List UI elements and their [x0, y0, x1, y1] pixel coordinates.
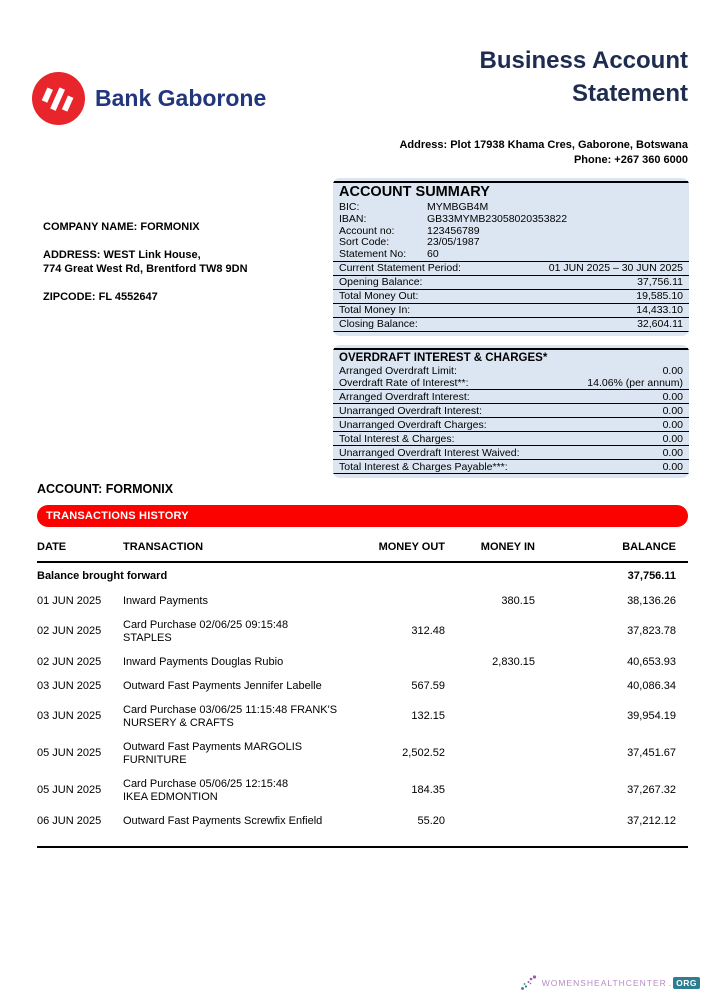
account-summary-title: ACCOUNT SUMMARY: [339, 184, 490, 200]
summary-lined-rows: [333, 261, 689, 332]
summary-lined-label: Closing Balance:: [339, 318, 418, 331]
company-info-block: [43, 220, 248, 304]
tx-balance: 37,823.78: [627, 625, 676, 637]
overdraft-lined-label: Unarranged Overdraft Interest Waived:: [339, 446, 520, 459]
overdraft-lined-label: Total Interest & Charges:: [339, 432, 455, 445]
overdraft-lined-row: [333, 389, 689, 403]
balance-brought-forward-row: [37, 563, 688, 589]
summary-info-value: MYMBGB4M: [427, 201, 489, 213]
overdraft-lined-row: [333, 403, 689, 417]
summary-lined-label: Opening Balance:: [339, 276, 423, 289]
account-heading: ACCOUNT: FORMONIX: [37, 482, 174, 496]
overdraft-lined-value: 0.00: [662, 390, 683, 403]
transaction-row: [37, 735, 688, 772]
bank-contact-block: [399, 138, 688, 168]
tx-balance: 40,086.34: [627, 679, 676, 692]
tx-desc-line2: IKEA EDMONTION: [123, 790, 218, 803]
watermark-dots-icon: [520, 974, 540, 992]
summary-lined-row: [333, 261, 689, 275]
tx-description: [123, 595, 363, 608]
tx-description: [123, 815, 363, 828]
summary-info-label: BIC:: [339, 201, 360, 213]
summary-lined-row: [333, 317, 689, 332]
summary-lined-value: 19,585.10: [636, 290, 683, 303]
tx-description: [123, 741, 363, 767]
bank-phone: Phone: +267 360 6000: [573, 154, 688, 166]
transactions-history-banner: TRANSACTIONS HISTORY: [37, 505, 688, 527]
transaction-row: [37, 698, 688, 735]
summary-info-value: 60: [427, 248, 439, 261]
col-header-date: DATE: [37, 541, 67, 553]
tx-description: [123, 704, 363, 730]
overdraft-lined-value: 0.00: [662, 404, 683, 417]
overdraft-lined-label: Unarranged Overdraft Charges:: [339, 418, 487, 431]
tx-desc-line1: Card Purchase 03/06/25 11:15:48 FRANK'S: [123, 703, 338, 716]
overdraft-plain-label: Arranged Overdraft Limit:: [339, 365, 457, 377]
opening-row-label: Balance brought forward: [37, 570, 168, 582]
overdraft-lined-value: 0.00: [662, 418, 683, 431]
overdraft-lined-row: [333, 431, 689, 445]
bank-address: Address: Plot 17938 Khama Cres, Gaborone, Botswana: [399, 139, 688, 151]
summary-lined-value: 14,433.10: [636, 304, 683, 317]
summary-lined-row: [333, 275, 689, 289]
watermark-text: WOMENSHEALTHCENTER: [541, 978, 667, 988]
summary-info-rows: [333, 202, 689, 261]
summary-info-label: Sort Code:: [339, 236, 390, 249]
tx-balance: 40,653.93: [627, 655, 676, 668]
opening-row-balance: 37,756.11: [627, 570, 676, 582]
overdraft-lined-row: [333, 417, 689, 431]
overdraft-panel: [333, 345, 689, 478]
company-address-line1: ADDRESS: WEST Link House,: [43, 249, 201, 261]
table-bottom-rule: [37, 846, 688, 848]
transaction-row: [37, 589, 688, 613]
tx-description: [123, 619, 363, 645]
tx-balance: 39,954.19: [627, 710, 676, 722]
watermark-org-badge: ORG: [673, 977, 700, 989]
summary-lined-row: [333, 303, 689, 317]
overdraft-lined-rows: [333, 389, 689, 474]
company-zipcode: ZIPCODE: FL 4552647: [43, 291, 158, 303]
overdraft-plain-rows: [333, 365, 689, 389]
tx-date: 02 JUN 2025: [37, 655, 102, 668]
company-name: COMPANY NAME: FORMONIX: [43, 221, 200, 233]
tx-balance: 37,267.32: [627, 784, 676, 796]
spacer: [43, 276, 248, 290]
summary-lined-value: 32,604.11: [637, 318, 683, 331]
summary-info-label: Account no:: [339, 224, 395, 237]
overdraft-plain-row: [333, 365, 689, 377]
transaction-row: [37, 674, 688, 698]
tx-description: [123, 656, 363, 669]
tx-desc-line1: Outward Fast Payments MARGOLIS: [123, 740, 303, 753]
tx-date: 05 JUN 2025: [37, 784, 102, 796]
overdraft-lined-value: 0.00: [662, 460, 683, 473]
tx-balance: 38,136.26: [627, 594, 676, 607]
col-header-balance: BALANCE: [622, 541, 676, 553]
summary-lined-label: Total Money Out:: [339, 290, 419, 303]
tx-desc-line1: Card Purchase 02/06/25 09:15:48: [123, 618, 289, 631]
overdraft-lined-value: 0.00: [662, 432, 683, 445]
tx-desc-line1: Inward Payments: [123, 594, 208, 607]
overdraft-lined-value: 0.00: [662, 446, 683, 459]
transaction-row: [37, 772, 688, 809]
watermark: [520, 974, 700, 992]
tx-date: 05 JUN 2025: [37, 747, 102, 759]
bank-gaborone-mark-icon: [30, 70, 87, 127]
overdraft-lined-label: Unarranged Overdraft Interest:: [339, 404, 482, 417]
summary-info-row: [333, 249, 689, 261]
tx-money-out: 55.20: [417, 814, 445, 827]
watermark-dot: .: [668, 978, 672, 988]
tx-description: [123, 680, 363, 693]
page-title: [480, 44, 689, 110]
tx-desc-line2: STAPLES: [123, 631, 172, 644]
bank-logo: [30, 70, 266, 127]
summary-info-value: 23/05/1987: [427, 236, 480, 249]
summary-info-value: GB33MYMB23058020353822: [427, 212, 568, 225]
tx-money-out: 567.59: [411, 679, 445, 692]
tx-desc-line1: Outward Fast Payments Screwfix Enfield: [123, 814, 323, 827]
summary-info-label: Statement No:: [339, 248, 407, 261]
page-title-line1: Business Account: [479, 47, 688, 74]
tx-desc-line2: FURNITURE: [123, 753, 187, 766]
overdraft-lined-label: Arranged Overdraft Interest:: [339, 390, 470, 403]
tx-money-in: 380.15: [501, 594, 535, 607]
transaction-row: [37, 613, 688, 650]
overdraft-lined-row: [333, 459, 689, 474]
tx-desc-line2: NURSERY & CRAFTS: [123, 716, 234, 729]
tx-desc-line1: Outward Fast Payments Jennifer Labelle: [123, 679, 322, 692]
tx-balance: 37,212.12: [627, 814, 676, 827]
tx-money-out: 184.35: [411, 784, 445, 796]
transaction-row: [37, 650, 688, 674]
summary-lined-value: 01 JUN 2025 – 30 JUN 2025: [548, 262, 683, 275]
tx-money-out: 312.48: [411, 625, 445, 637]
tx-desc-line1: Card Purchase 05/06/25 12:15:48: [123, 777, 289, 790]
overdraft-plain-value: 14.06% (per annum): [587, 377, 683, 390]
tx-date: 01 JUN 2025: [37, 594, 102, 607]
summary-lined-row: [333, 289, 689, 303]
transaction-rows: [37, 589, 688, 833]
bank-name: Bank Gaborone: [95, 85, 267, 111]
transactions-header-row: [37, 537, 688, 563]
overdraft-plain-label: Overdraft Rate of Interest**:: [339, 377, 469, 390]
transaction-row: [37, 809, 688, 833]
overdraft-lined-label: Total Interest & Charges Payable***:: [339, 460, 508, 473]
company-address-line2: 774 Great West Rd, Brentford TW8 9DN: [43, 263, 248, 275]
overdraft-lined-row: [333, 445, 689, 459]
tx-description: [123, 778, 363, 804]
summary-info-value: 123456789: [427, 224, 480, 237]
tx-balance: 37,451.67: [627, 747, 676, 759]
overdraft-title: OVERDRAFT INTEREST & CHARGES*: [339, 352, 548, 364]
summary-lined-label: Total Money In:: [339, 304, 411, 317]
tx-money-out: 2,502.52: [402, 747, 445, 759]
col-header-transaction: TRANSACTION: [123, 541, 204, 553]
overdraft-plain-row: [333, 377, 689, 389]
tx-money-in: 2,830.15: [492, 655, 535, 668]
page-title-line2: Statement: [571, 80, 688, 107]
col-header-money-out: MONEY OUT: [378, 541, 445, 553]
summary-lined-label: Current Statement Period:: [339, 262, 461, 275]
summary-lined-value: 37,756.11: [637, 276, 683, 289]
account-summary-panel: [333, 178, 689, 336]
overdraft-plain-value: 0.00: [662, 365, 683, 377]
tx-money-out: 132.15: [411, 710, 445, 722]
spacer: [43, 234, 248, 248]
tx-date: 02 JUN 2025: [37, 625, 102, 637]
tx-date: 03 JUN 2025: [37, 679, 102, 692]
summary-info-label: IBAN:: [339, 212, 367, 225]
tx-date: 03 JUN 2025: [37, 710, 102, 722]
transactions-table: [37, 537, 688, 848]
col-header-money-in: MONEY IN: [480, 541, 535, 553]
tx-date: 06 JUN 2025: [37, 814, 102, 827]
summary-info-row: [333, 214, 689, 226]
tx-desc-line1: Inward Payments Douglas Rubio: [123, 655, 284, 668]
